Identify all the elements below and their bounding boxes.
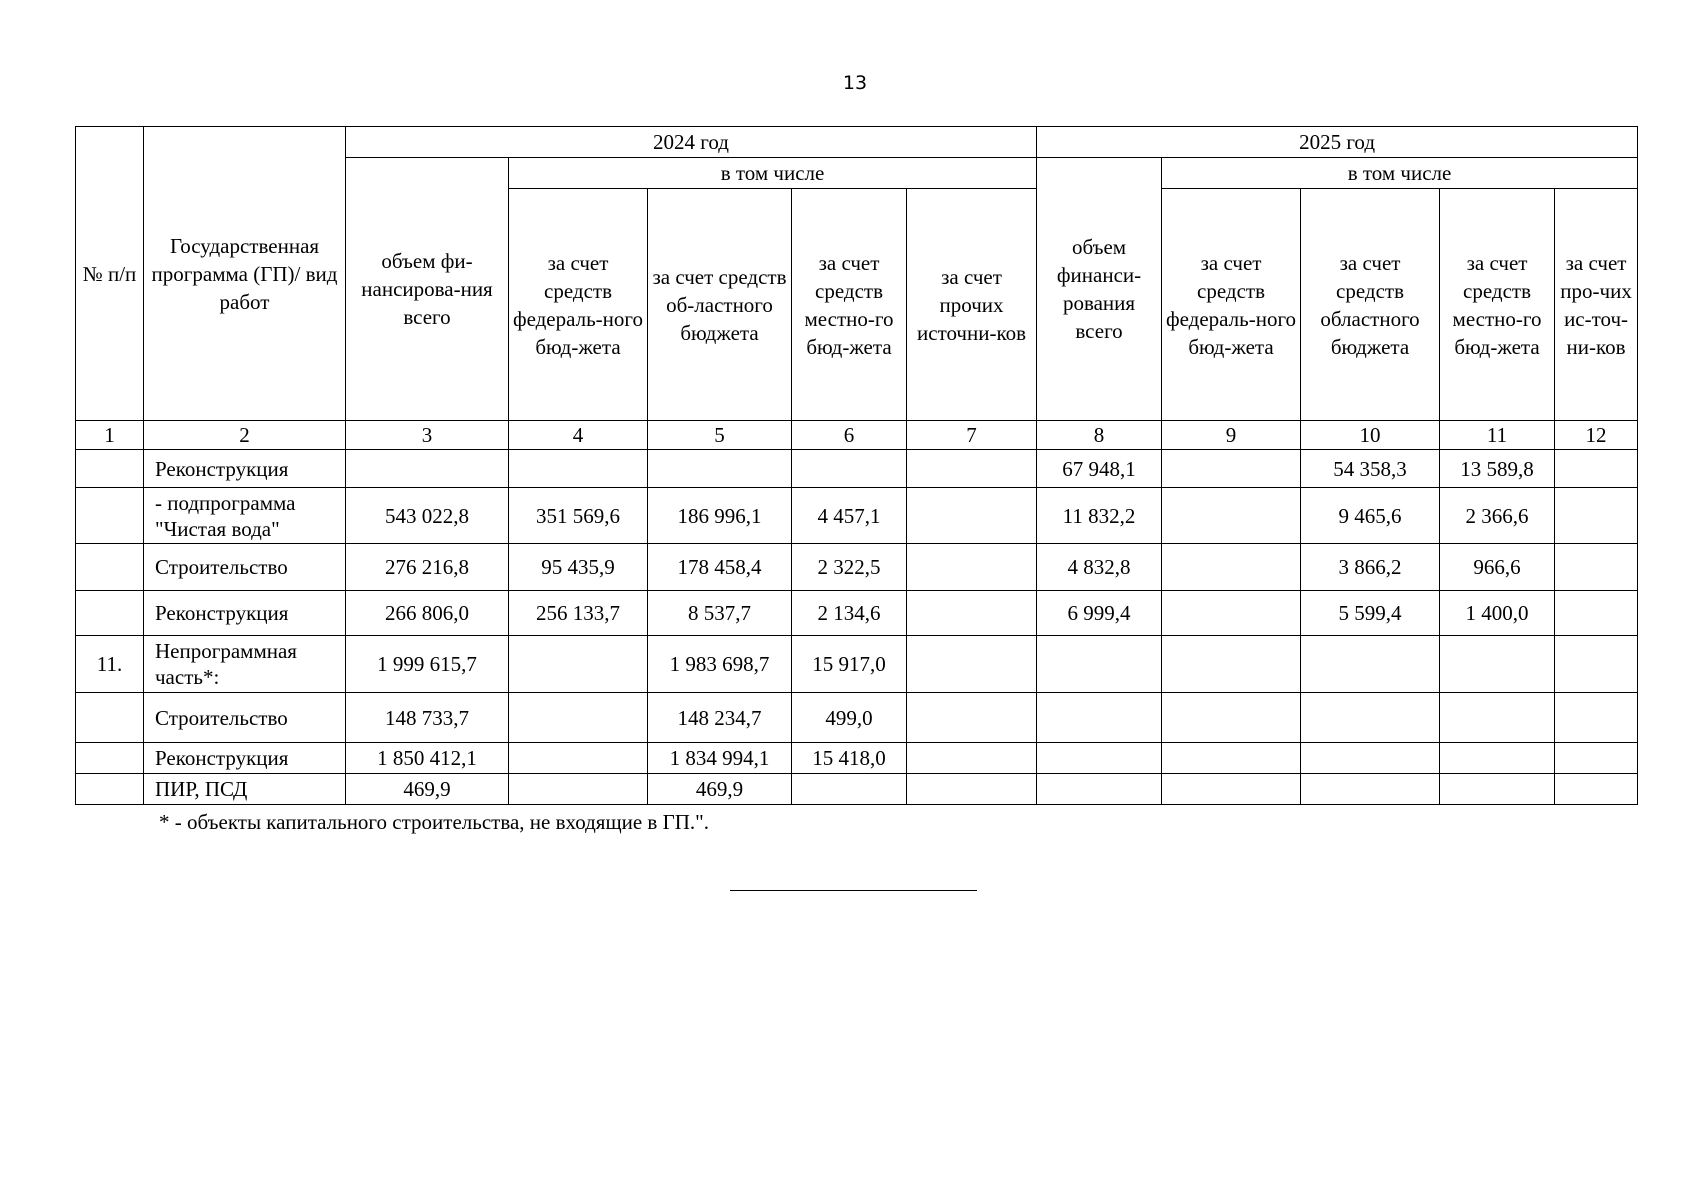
cell-num <box>76 544 144 591</box>
cell-value <box>509 743 648 774</box>
column-number: 7 <box>907 421 1037 450</box>
table-row <box>76 450 1638 488</box>
end-divider <box>730 890 977 891</box>
cell-value: 186 996,1 <box>648 488 792 544</box>
cell-value: 54 358,3 <box>1301 450 1440 488</box>
cell-program: Реконструкция <box>144 743 346 774</box>
header-total-2024: объем фи-нансирова-ния всего <box>346 158 509 421</box>
table-row <box>76 636 1638 693</box>
cell-value <box>1555 544 1638 591</box>
cell-value: 15 418,0 <box>792 743 907 774</box>
column-number: 12 <box>1555 421 1638 450</box>
cell-num: 11. <box>76 636 144 693</box>
cell-program: ПИР, ПСД <box>144 774 346 805</box>
cell-value <box>1555 591 1638 636</box>
cell-value: 1 850 412,1 <box>346 743 509 774</box>
cell-value <box>1440 693 1555 743</box>
cell-value: 178 458,4 <box>648 544 792 591</box>
cell-value: 469,9 <box>346 774 509 805</box>
cell-value <box>907 450 1037 488</box>
cell-program: Реконструкция <box>144 591 346 636</box>
cell-value <box>648 450 792 488</box>
cell-value <box>1162 591 1301 636</box>
cell-value <box>1555 693 1638 743</box>
header-other-2024: за счет прочих источни-ков <box>907 189 1037 421</box>
table-row <box>76 743 1638 774</box>
table-row <box>76 693 1638 743</box>
cell-value: 543 022,8 <box>346 488 509 544</box>
column-number: 8 <box>1037 421 1162 450</box>
cell-value <box>1037 693 1162 743</box>
cell-value <box>907 743 1037 774</box>
table-row <box>76 488 1638 544</box>
cell-value: 469,9 <box>648 774 792 805</box>
header-year-2025: 2025 год <box>1037 127 1638 158</box>
table-row <box>76 774 1638 805</box>
cell-value <box>509 636 648 693</box>
column-number: 4 <box>509 421 648 450</box>
cell-value <box>1555 488 1638 544</box>
cell-value: 256 133,7 <box>509 591 648 636</box>
cell-value: 13 589,8 <box>1440 450 1555 488</box>
cell-num <box>76 488 144 544</box>
cell-value: 4 832,8 <box>1037 544 1162 591</box>
header-local-2025: за счет средств местно-го бюд-жета <box>1440 189 1555 421</box>
cell-value <box>1162 743 1301 774</box>
cell-value <box>1162 450 1301 488</box>
header-regional-2025: за счет средств областного бюджета <box>1301 189 1440 421</box>
header-total-2025: объем финанси-рования всего <box>1037 158 1162 421</box>
cell-value: 67 948,1 <box>1037 450 1162 488</box>
cell-program: Строительство <box>144 544 346 591</box>
cell-value <box>1555 450 1638 488</box>
cell-value: 15 917,0 <box>792 636 907 693</box>
cell-value <box>509 693 648 743</box>
cell-value <box>1162 544 1301 591</box>
cell-value: 2 366,6 <box>1440 488 1555 544</box>
cell-value <box>1162 488 1301 544</box>
cell-program: Строительство <box>144 693 346 743</box>
cell-value: 1 400,0 <box>1440 591 1555 636</box>
column-number: 11 <box>1440 421 1555 450</box>
header-in-that-2025: в том числе <box>1162 158 1638 189</box>
cell-value: 5 599,4 <box>1301 591 1440 636</box>
cell-value: 8 537,7 <box>648 591 792 636</box>
cell-value: 2 322,5 <box>792 544 907 591</box>
cell-value: 276 216,8 <box>346 544 509 591</box>
cell-value <box>1162 693 1301 743</box>
header-federal-2024: за счет средств федераль-ного бюд-жета <box>509 189 648 421</box>
cell-value <box>1037 774 1162 805</box>
cell-value <box>1555 774 1638 805</box>
header-num: № п/п <box>76 127 144 421</box>
cell-value <box>792 774 907 805</box>
cell-value <box>346 450 509 488</box>
cell-value: 148 733,7 <box>346 693 509 743</box>
header-local-2024: за счет средств местно-го бюд-жета <box>792 189 907 421</box>
cell-value <box>1440 774 1555 805</box>
header-federal-2025: за счет средств федераль-ного бюд-жета <box>1162 189 1301 421</box>
page-number: 13 <box>842 72 868 94</box>
cell-value: 4 457,1 <box>792 488 907 544</box>
cell-program: - подпрограмма "Чистая вода" <box>144 488 346 544</box>
cell-num <box>76 591 144 636</box>
column-number-row <box>76 421 1638 450</box>
cell-value <box>1037 636 1162 693</box>
cell-value <box>509 774 648 805</box>
cell-value: 966,6 <box>1440 544 1555 591</box>
cell-value <box>907 488 1037 544</box>
header-program: Государственная программа (ГП)/ вид работ <box>144 127 346 421</box>
financing-table <box>75 126 1638 805</box>
cell-value <box>907 636 1037 693</box>
column-number: 3 <box>346 421 509 450</box>
cell-value <box>1440 636 1555 693</box>
cell-value: 266 806,0 <box>346 591 509 636</box>
cell-value <box>1037 743 1162 774</box>
column-number: 9 <box>1162 421 1301 450</box>
cell-value <box>792 450 907 488</box>
cell-value: 499,0 <box>792 693 907 743</box>
header-regional-2024: за счет средств об-ластного бюджета <box>648 189 792 421</box>
cell-value: 11 832,2 <box>1037 488 1162 544</box>
cell-value <box>1301 743 1440 774</box>
cell-program: Реконструкция <box>144 450 346 488</box>
cell-value: 3 866,2 <box>1301 544 1440 591</box>
cell-value <box>907 591 1037 636</box>
cell-value <box>1440 743 1555 774</box>
cell-num <box>76 450 144 488</box>
header-year-2024: 2024 год <box>346 127 1037 158</box>
cell-value: 148 234,7 <box>648 693 792 743</box>
cell-value: 1 834 994,1 <box>648 743 792 774</box>
cell-value <box>1555 636 1638 693</box>
cell-value <box>1162 774 1301 805</box>
cell-value <box>1162 636 1301 693</box>
cell-num <box>76 743 144 774</box>
column-number: 6 <box>792 421 907 450</box>
cell-value <box>907 774 1037 805</box>
table-row <box>76 591 1638 636</box>
cell-value: 1 983 698,7 <box>648 636 792 693</box>
cell-value <box>1555 743 1638 774</box>
column-number: 5 <box>648 421 792 450</box>
cell-value <box>907 544 1037 591</box>
cell-value <box>1301 774 1440 805</box>
column-number: 1 <box>76 421 144 450</box>
cell-value: 9 465,6 <box>1301 488 1440 544</box>
cell-value <box>907 693 1037 743</box>
footnote: * - объекты капитального строительства, не входящие в ГП.". <box>159 810 709 834</box>
cell-value: 2 134,6 <box>792 591 907 636</box>
table-row <box>76 544 1638 591</box>
header-other-2025: за счет про-чих ис-точ-ни-ков <box>1555 189 1638 421</box>
cell-value <box>1301 636 1440 693</box>
cell-value: 351 569,6 <box>509 488 648 544</box>
column-number: 2 <box>144 421 346 450</box>
cell-value <box>509 450 648 488</box>
cell-value: 95 435,9 <box>509 544 648 591</box>
cell-value <box>1301 693 1440 743</box>
header-in-that-2024: в том числе <box>509 158 1037 189</box>
cell-num <box>76 774 144 805</box>
cell-num <box>76 693 144 743</box>
cell-value: 6 999,4 <box>1037 591 1162 636</box>
column-number: 10 <box>1301 421 1440 450</box>
cell-value: 1 999 615,7 <box>346 636 509 693</box>
cell-program: Непрограммная часть*: <box>144 636 346 693</box>
